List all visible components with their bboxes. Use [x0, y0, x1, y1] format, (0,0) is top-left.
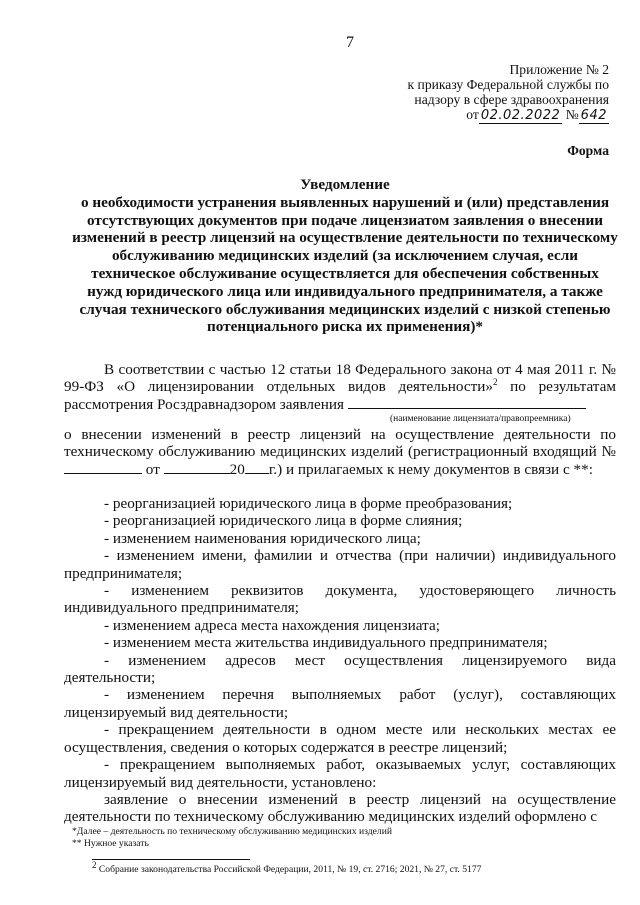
list-item: - изменением наименования юридического лица;	[104, 529, 421, 547]
list-item: - изменением реквизитов документа, удостоверяющего личность индивидуального предпринимателя;	[64, 582, 616, 617]
list-item: заявление о внесении изменений в реестр лицензий на осуществление деятельности по техническому обслуживанию медицинских изделий оформлено с	[64, 790, 616, 826]
handwritten-number: 642	[580, 108, 607, 123]
list-item: - изменением места жительства индивидуального предпринимателя;	[104, 634, 548, 652]
form-label: Форма	[567, 143, 609, 158]
footnote-star-2: ** Нужное указать	[72, 838, 149, 849]
appendix-block	[349, 62, 609, 123]
footnote-2-text: Собрание законодательства Российской Федерации, 2011, № 19, ст. 2716; 2021, № 27, ст. 5177	[96, 864, 482, 875]
reasons-list	[64, 495, 616, 826]
appendix-date-line	[349, 107, 609, 123]
list-item: - изменением имени, фамилии и отчества (при наличии) индивидуального предпринимателя;	[64, 547, 616, 582]
footnote-2	[92, 859, 612, 875]
page-number: 7	[346, 34, 354, 51]
appendix-line-1: Приложение № 2	[509, 62, 609, 77]
licensee-caption: (наименование лицензиата/правопреемника)	[390, 414, 571, 424]
list-item: - прекращением деятельности в одном месте или нескольких местах ее осуществления, сведения о которых содержатся в реестре лицензий;	[64, 721, 616, 756]
list-item: - реорганизацией юридического лица в форме слияния;	[104, 512, 463, 530]
title-heading: Уведомление	[300, 176, 390, 193]
paragraph-2	[64, 426, 616, 478]
list-item: - реорганизацией юридического лица в форме преобразования;	[104, 495, 513, 512]
appendix-line-2: к приказу Федеральной службы по	[407, 77, 609, 92]
p2-a: о внесении изменений в реестр лицензий на осуществление деятельности по техническому обслуживанию медицинских изделий (регистрационный входящий №	[64, 426, 616, 461]
reg-number-blank	[64, 473, 142, 474]
list-item: - изменением адресов мест осуществления лицензируемого вида деятельности;	[64, 651, 616, 687]
list-item: - изменением перечня выполняемых работ (услуг), составляющих лицензируемый вид деятельности;	[64, 686, 616, 721]
footnote-star-1: *Далее – деятельность по техническому обслуживанию медицинских изделий	[72, 826, 392, 837]
footnote-2-mark: 2	[92, 859, 97, 870]
list-item: - изменением адреса места нахождения лицензиата;	[104, 616, 440, 634]
p2-b: от	[145, 460, 160, 478]
star-footnotes	[72, 826, 612, 850]
p1-footnote-ref: 2	[493, 377, 498, 388]
paragraph-1	[64, 361, 616, 413]
p1-tail: по результатам рассмотрения Росздравнадзором заявления	[64, 378, 616, 413]
date-prefix: от	[466, 107, 479, 122]
appendix-line-3: надзору в сфере здравоохранения	[414, 92, 609, 107]
p2-d: г.) и прилагаемых к нему документов в связи с **:	[268, 460, 593, 478]
number-prefix: №	[565, 107, 579, 122]
document-title	[72, 176, 618, 336]
licensee-name-blank	[348, 408, 586, 409]
footnote-separator	[92, 859, 250, 860]
list-item: - прекращением выполняемых работ, оказываемых услуг, составляющих лицензируемый вид деятельности, установлено:	[64, 756, 616, 791]
handwritten-date: 02.02.2022	[480, 108, 561, 123]
p2-c: 20	[229, 460, 245, 478]
p1-text: В соответствии с частью 12 статьи 18 Федерального закона от 4 мая 2011 г. № 99-ФЗ «О лицензировании отдельных видов деятельности»	[64, 361, 616, 396]
title-text: о необходимости устранения выявленных нарушений и (или) представления отсутствующих документов при подаче лицензиатом заявления о внесении изменений в реестр лицензий на осуществление деятельности по техническому обслуживанию медицинских изделий (за исключением случая, если техническое обслуживание осуществляется для обеспечения собственных нужд юридического лица или индивидуального предпринимателя, а также случая технического обслуживания медицинских изделий с низкой степенью потенциального риска их применения)*	[72, 193, 618, 336]
year-blank	[245, 473, 269, 474]
date-blank	[164, 473, 230, 474]
